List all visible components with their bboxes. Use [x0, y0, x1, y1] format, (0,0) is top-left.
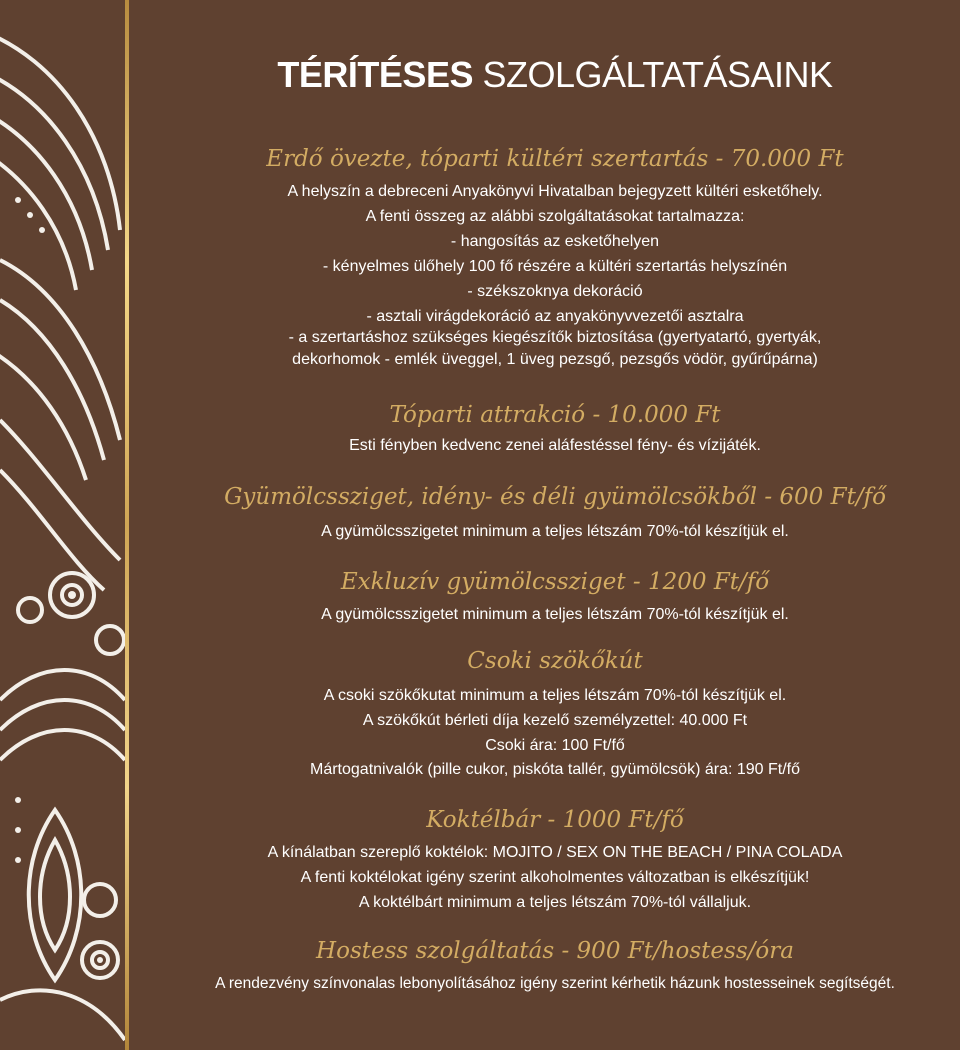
service-title-lakeside-attraction: Tóparti attrakció - 10.000 Ft: [389, 402, 721, 428]
paisley-ornament-panel: [0, 0, 132, 1050]
service-line: Csoki ára: 100 Ft/fő: [485, 737, 625, 754]
service-line: - székszoknya dekoráció: [467, 283, 643, 300]
page-title-bold: TÉRÍTÉSES: [277, 54, 473, 95]
service-line: A gyümölcsszigetet minimum a teljes létszám 70%-tól készítjük el.: [321, 606, 789, 623]
service-line: A csoki szökőkutat minimum a teljes létszám 70%-tól készítjük el.: [323, 687, 787, 704]
service-line: A kínálatban szereplő koktélok: MOJITO / SEX ON THE BEACH / PINA COLADA: [267, 844, 843, 861]
page-title-light: SZOLGÁLTATÁSAINK: [482, 54, 833, 95]
service-line: A rendezvény színvonalas lebonyolításához igény szerint kérhetik házunk hostesseinek segítségét.: [215, 975, 895, 992]
page-title: [150, 54, 960, 96]
service-title-hostess-service: Hostess szolgáltatás - 900 Ft/hostess/óra: [316, 938, 794, 964]
service-title-cocktail-bar: Koktélbár - 1000 Ft/fő: [426, 807, 684, 833]
service-title-outdoor-ceremony: Erdő övezte, tóparti kültéri szertartás - 70.000 Ft: [266, 146, 844, 172]
services-content: [150, 0, 960, 1050]
service-title-fruit-island: Gyümölcssziget, idény- és déli gyümölcsökből - 600 Ft/fő: [224, 484, 886, 510]
service-line: A gyümölcsszigetet minimum a teljes létszám 70%-tól készítjük el.: [321, 523, 789, 540]
service-line: A szökőkút bérleti díja kezelő személyzettel: 40.000 Ft: [362, 712, 748, 729]
service-title-chocolate-fountain: Csoki szökőkút: [467, 648, 643, 674]
service-line: - kényelmes ülőhely 100 fő részére a kültéri szertartás helyszínén: [322, 258, 788, 275]
service-line: - hangosítás az esketőhelyen: [450, 233, 660, 250]
service-line: A helyszín a debreceni Anyakönyvi Hivatalban bejegyzett kültéri esketőhely.: [287, 183, 823, 200]
service-line: - a szertartáshoz szükséges kiegészítők biztosítása (gyertyatartó, gyertyák,: [288, 329, 822, 346]
service-line: A fenti koktélokat igény szerint alkoholmentes változatban is elkészítjük!: [300, 869, 810, 886]
service-line: - asztali virágdekoráció az anyakönyvvezetői asztalra: [366, 308, 744, 325]
service-line: A koktélbárt minimum a teljes létszám 70%-tól vállaljuk.: [358, 894, 752, 911]
service-title-exclusive-fruit-island: Exkluzív gyümölcssziget - 1200 Ft/fő: [340, 569, 770, 595]
service-line: Esti fényben kedvenc zenei aláfestéssel fény- és vízijáték.: [349, 437, 761, 454]
service-line: dekorhomok - emlék üveggel, 1 üveg pezsgő, pezsgős vödör, gyűrűpárna): [292, 351, 818, 368]
gold-divider-line: [125, 0, 129, 1050]
service-line: A fenti összeg az alábbi szolgáltatásokat tartalmazza:: [365, 208, 745, 225]
paisley-ornament-icon: [0, 0, 132, 1050]
service-line: Mártogatnivalók (pille cukor, piskóta tallér, gyümölcsök) ára: 190 Ft/fő: [310, 761, 800, 778]
